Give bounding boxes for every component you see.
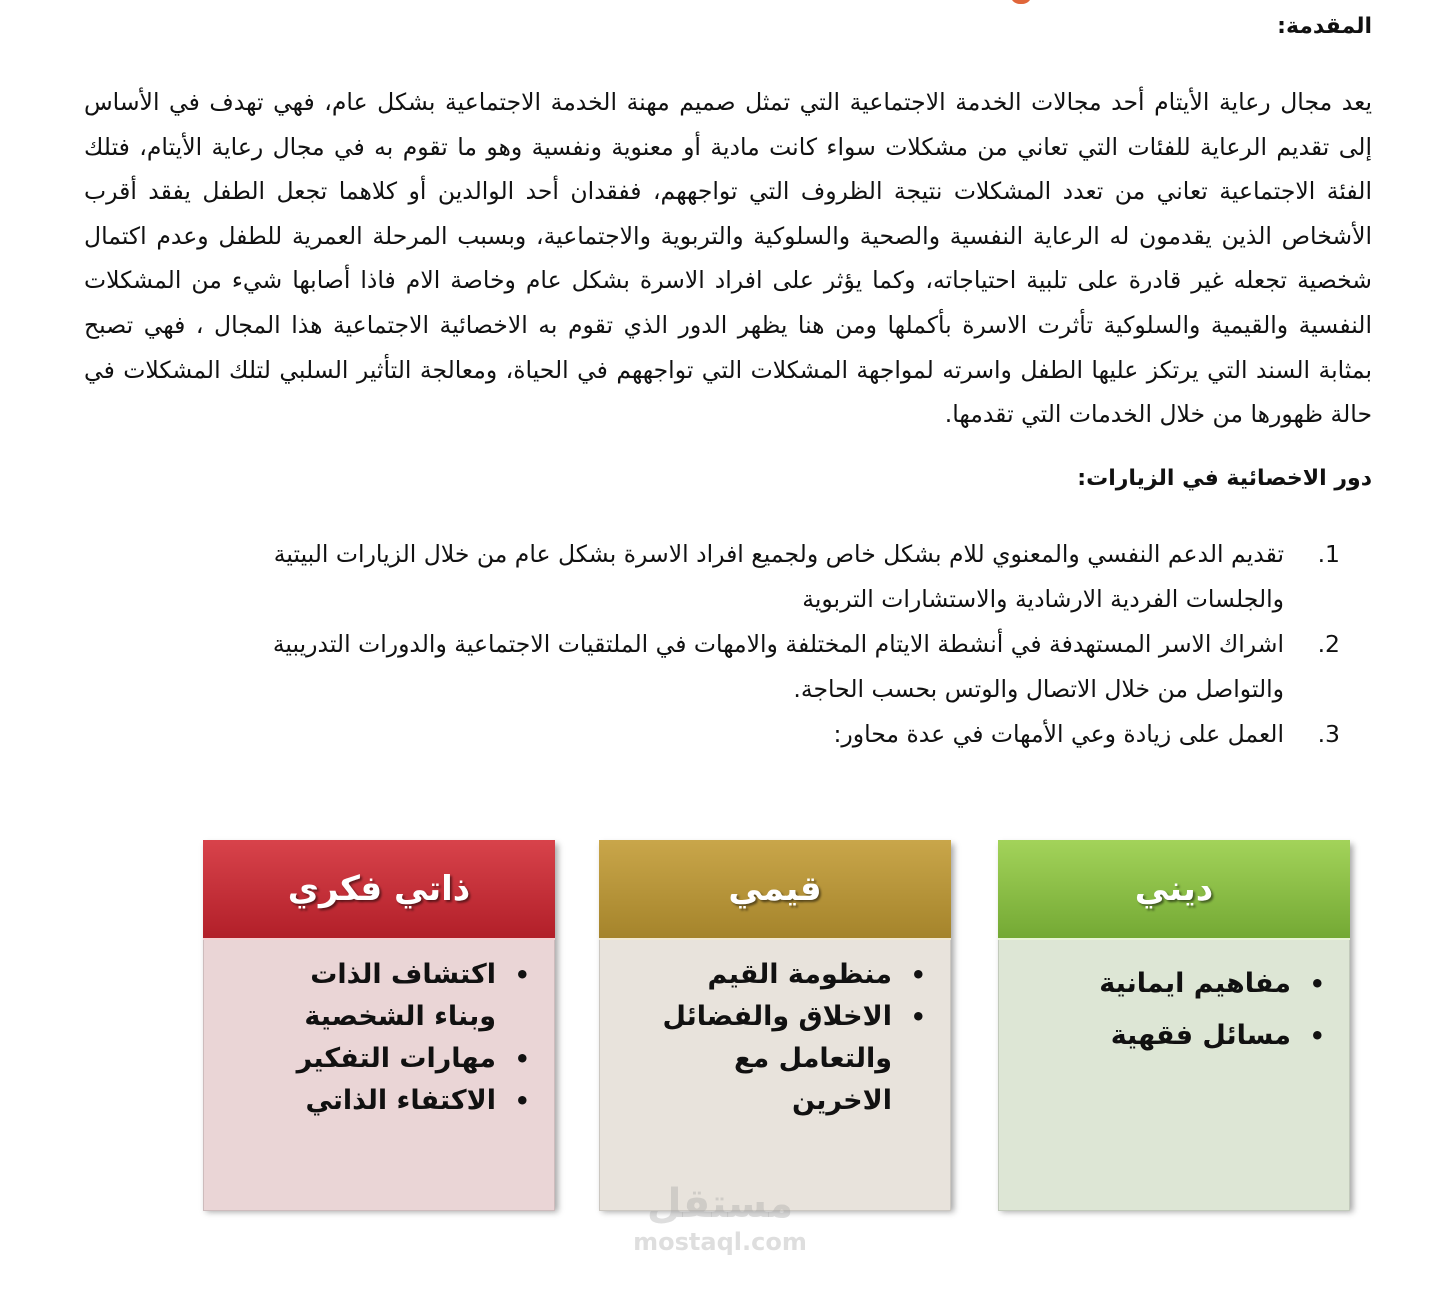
list-number: 2. — [1317, 630, 1340, 658]
list-item: • مهارات التفكير — [244, 1038, 530, 1080]
list-item: • مفاهيم ايمانية — [1039, 958, 1325, 1010]
card-values — [599, 840, 951, 1208]
intro-paragraph: يعد مجال رعاية الأيتام أحد مجالات الخدمة الاجتماعية التي تمثل صميم مهنة الخدمة الاجتماعية بشكل عام، فهي تهدف في الأساس إلى تقديم الرعاية للفئات التي تعاني من مشكلات سواء كانت مادية أو معنوية ونفسية وهو ما تقوم به في مجال رعاية الأيتام، فتلك الفئة الاجتماعية تعاني من تعدد المشكلات نتيجة الظروف التي تواجههم، ففقدان أحد الوالدين أو كلاهما تجعل الطفل يفقد أقرب الأشخاص الذين يقدمون له الرعاية النفسية والصحية والسلوكية والتربوية والاجتماعية، وبسبب المرحلة العمرية للطفل وعدم اكتمال شخصية تجعله غير قادرة على تلبية احتياجاته، وكما يؤثر على افراد الاسرة بشكل عام وخاصة الام فاذا أصابها شيء من المشكلات النفسية والقيمية والسلوكية تأثرت الاسرة بأكملها ومن هنا يظهر الدور الذي تقوم به الاخصائية الاجتماعية هذا المجال ، فهي تصبح بمثابة السند التي يرتكز عليها الطفل واسرته لمواجهة المشكلات التي تواجههم في الحياة، ومعالجة التأثير السلبي لتلك المشكلات في حالة ظهورها من خلال الخدمات التي تقدمها. — [84, 88, 1372, 429]
list-item: • منظومة القيم — [640, 954, 926, 996]
roles-list — [180, 532, 1340, 757]
card-self-intellectual — [203, 840, 555, 1208]
intro-heading: المقدمة: — [1277, 14, 1372, 39]
card-title: ديني — [998, 840, 1350, 940]
list-number: 1. — [1317, 540, 1340, 568]
roles-heading: دور الاخصائية في الزيارات: — [1077, 466, 1372, 491]
list-item: • الاكتفاء الذاتي — [244, 1080, 530, 1122]
top-decoration — [1010, 0, 1032, 4]
watermark-logo: مستقل — [646, 1181, 794, 1227]
card-body — [203, 940, 555, 1211]
list-number: 3. — [1317, 720, 1340, 748]
card-title: قيمي — [599, 840, 951, 940]
list-item: • مسائل فقهية — [1039, 1010, 1325, 1062]
list-item — [180, 532, 1340, 622]
watermark-domain: mostaql.com — [633, 1228, 807, 1256]
list-item: • اكتشاف الذات وبناء الشخصية — [244, 954, 530, 1038]
list-item: • الاخلاق والفضائل والتعامل مع الاخرين — [640, 996, 926, 1122]
list-item-text: تقديم الدعم النفسي والمعنوي للام بشكل خاص ولجميع افراد الاسرة بشكل عام من خلال الزيارات البيتية والجلسات الفردية الارشادية والاستشارات التربوية — [273, 540, 1284, 613]
watermark — [630, 1180, 810, 1256]
card-religious — [998, 840, 1350, 1208]
list-item — [180, 622, 1340, 712]
list-item-text: اشراك الاسر المستهدفة في أنشطة الايتام المختلفة والامهات في الملتقيات الاجتماعية والدورات التدريبية والتواصل من خلال الاتصال والوتس بحسب الحاجة. — [272, 630, 1284, 703]
list-item — [180, 712, 1340, 757]
list-item-text: العمل على زيادة وعي الأمهات في عدة محاور: — [833, 720, 1284, 748]
card-title: ذاتي فكري — [203, 840, 555, 940]
card-body — [998, 940, 1350, 1211]
card-body — [599, 940, 951, 1211]
